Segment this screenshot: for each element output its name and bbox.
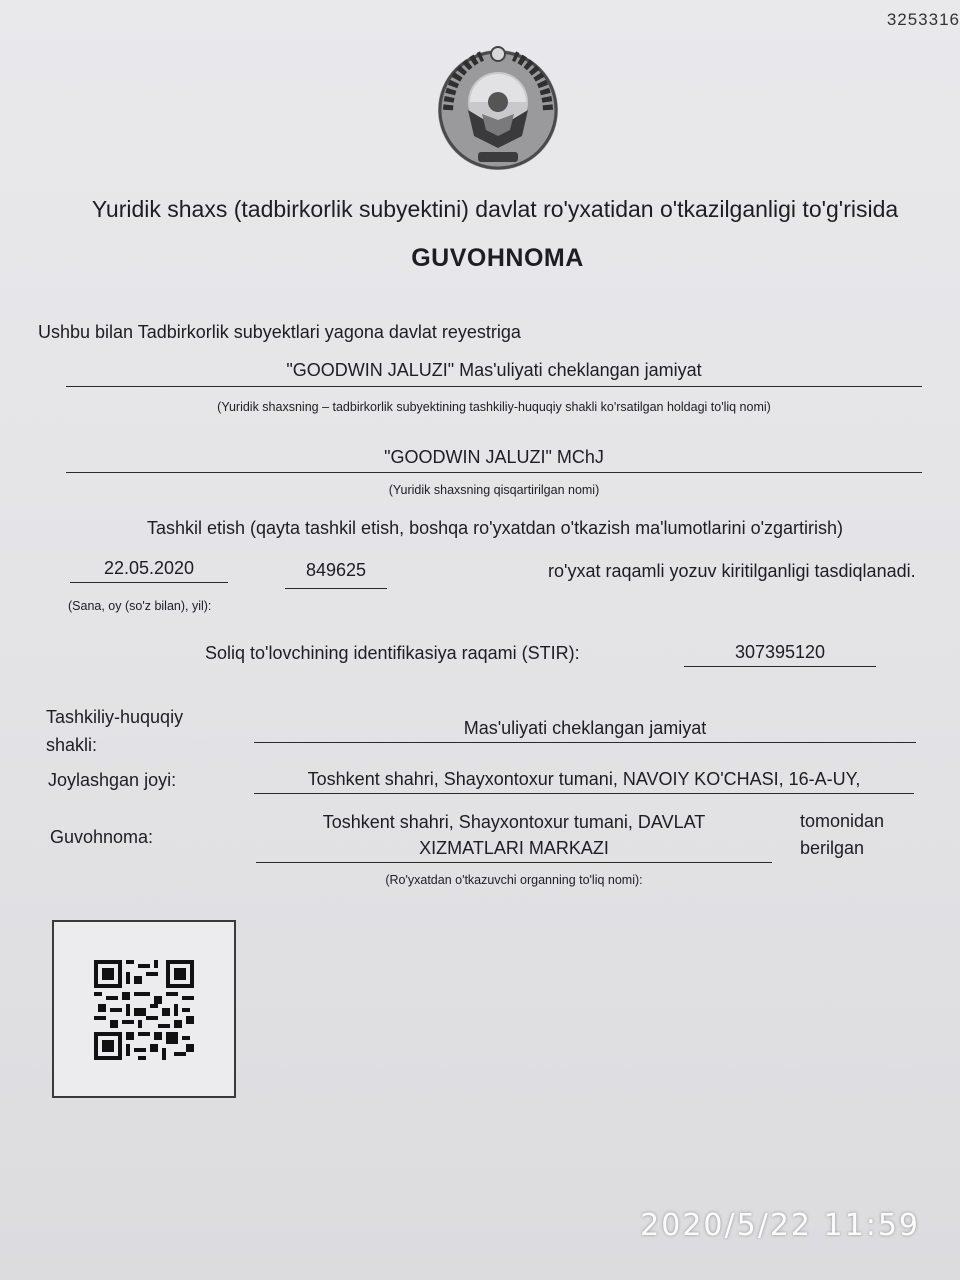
tin-underline xyxy=(684,666,876,667)
location-label: Joylashgan joyi: xyxy=(48,770,177,790)
document-number: 3253316 xyxy=(886,10,960,29)
intro-text: Ushbu bilan Tadbirkorlik subyektlari yagona davlat reyestriga xyxy=(38,322,521,342)
date-underline xyxy=(70,582,228,583)
issuer-value-1: Toshkent shahri, Shayxontoxur tumani, DAVLAT xyxy=(322,812,706,832)
issuer-caption: (Ro'yxatdan o'tkazuvchi organning to'liq nomi): xyxy=(385,873,643,887)
issuer-underline xyxy=(256,862,772,863)
short-name-underline xyxy=(66,472,922,473)
establishment-date: 22.05.2020 xyxy=(103,558,195,578)
short-name-caption: (Yuridik shaxsning qisqartirilgan nomi) xyxy=(388,483,600,497)
legal-form-label-2: shakli: xyxy=(46,735,98,755)
legal-form-value: Mas'uliyati cheklangan jamiyat xyxy=(463,718,707,738)
issuer-suffix-2: berilgan xyxy=(800,838,865,858)
legal-form-label-1: Tashkiliy-huquqiy xyxy=(46,707,184,727)
number-underline xyxy=(285,588,387,589)
confirmation-text: ro'yxat raqamli yozuv kiritilganligi tasdiqlanadi. xyxy=(548,561,916,581)
full-name-value: "GOODWIN JALUZI" Mas'uliyati cheklangan jamiyat xyxy=(286,360,702,380)
legal-form-underline xyxy=(254,742,916,743)
photo-timestamp: 2020/5/22 11:59 xyxy=(640,1208,920,1243)
qr-code-icon xyxy=(94,960,194,1060)
location-underline xyxy=(254,793,914,794)
document-heading: Yuridik shaxs (tadbirkorlik subyektini) davlat ro'yxatidan o'tkazilganligi to'g'risida xyxy=(91,196,899,222)
tin-label: Soliq to'lovchining identifikasiya raqami (STIR): xyxy=(205,643,580,663)
full-name-underline xyxy=(66,386,922,387)
qr-code-box xyxy=(52,920,236,1098)
document-title: GUVOHNOMA xyxy=(411,244,584,272)
tin-value: 307395120 xyxy=(734,642,826,662)
registration-number: 849625 xyxy=(305,560,367,580)
issuer-label: Guvohnoma: xyxy=(50,827,154,847)
full-name-caption: (Yuridik shaxsning – tadbirkorlik subyektining tashkiliy-huquqiy shakli ko'rsatilgan holdagi to'liq nomi) xyxy=(217,400,771,414)
issuer-value-2: XIZMATLARI MARKAZI xyxy=(419,838,609,858)
location-value: Toshkent shahri, Shayxontoxur tumani, NAVOIY KO'CHASI, 16-A-UY, xyxy=(307,769,861,789)
state-emblem-icon xyxy=(430,40,566,176)
short-name-value: "GOODWIN JALUZI" MChJ xyxy=(384,447,604,467)
date-caption: (Sana, oy (so'z bilan), yil): xyxy=(68,599,212,613)
issuer-suffix-1: tomonidan xyxy=(800,811,885,831)
establishment-label: Tashkil etish (qayta tashkil etish, boshqa ro'yxatdan o'tkazish ma'lumotlarini o'zgartirish) xyxy=(146,518,844,538)
